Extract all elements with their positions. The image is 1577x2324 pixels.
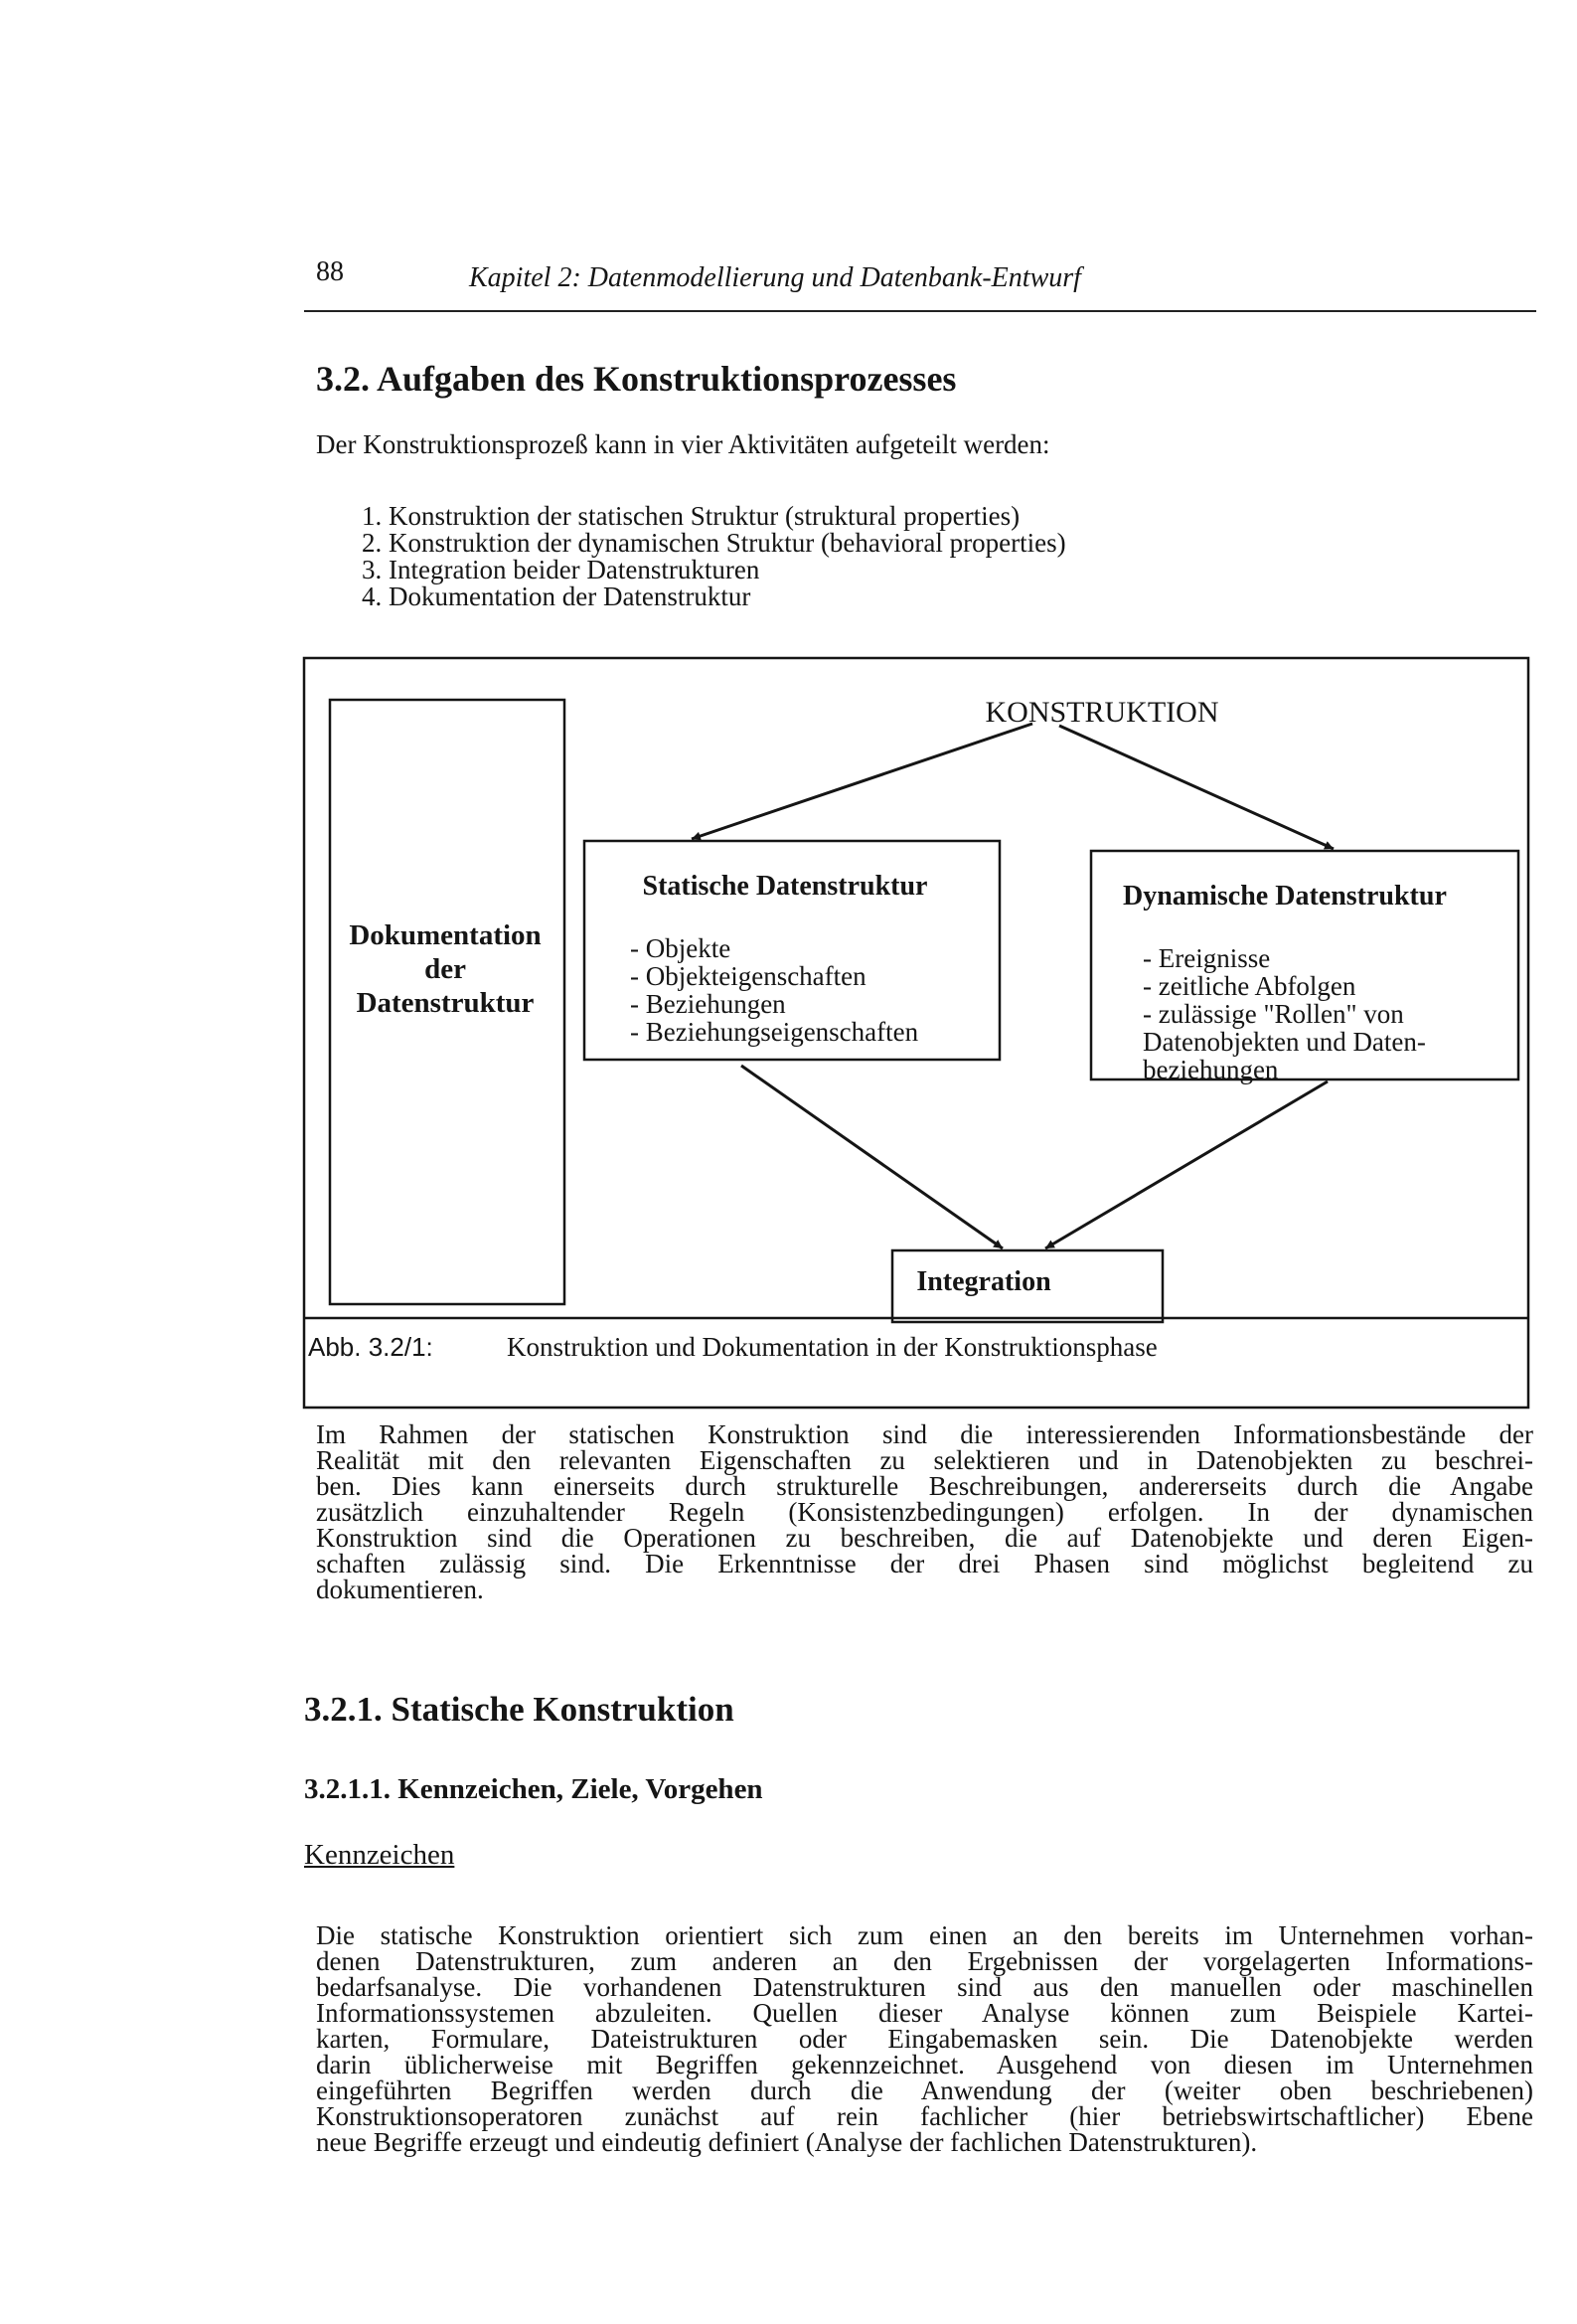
dynamic-item: beziehungen <box>1143 1055 1279 1084</box>
running-title: Kapitel 2: Datenmodellierung und Datenbank-Entwurf <box>469 262 1081 293</box>
paragraph-line: ben. Dies kann einerseits durch strukturelle Beschreibungen, andererseits durch die Angabe <box>316 1471 1533 1501</box>
header-rule <box>304 310 1536 312</box>
static-item: - Objekte <box>630 933 731 963</box>
kennzeichen-label: Kennzeichen <box>304 1839 455 1871</box>
dynamic-item: - zulässige "Rollen" von <box>1143 999 1404 1029</box>
paragraph-line: zusätzlich einzuhaltender Regeln (Konsistenzbedingungen) erfolgen. In der dynamischen <box>316 1497 1533 1527</box>
subsubsection-title: 3.2.1.1. Kennzeichen, Ziele, Vorgehen <box>304 1773 763 1805</box>
integration-label: Integration <box>916 1266 1051 1297</box>
paragraph-line: dokumentieren. <box>316 1575 484 1604</box>
paragraph-line: Informationssystemen abzuleiten. Quellen dieser Analyse können zum Beispiele Kartei- <box>316 1998 1533 2028</box>
activity-item: 4. Dokumentation der Datenstruktur <box>362 581 751 611</box>
dynamic-item: - Ereignisse <box>1143 943 1271 973</box>
page-number: 88 <box>316 256 344 287</box>
paragraph-line: Die statische Konstruktion orientiert sich zum einen an den bereits im Unternehmen vorhan- <box>316 1920 1533 1950</box>
paragraph-line: schaften zulässig sind. Die Erkenntnisse der drei Phasen sind möglichst begleitend zu <box>316 1549 1533 1578</box>
activity-list <box>362 503 1066 610</box>
construction-diagram <box>302 656 1530 1411</box>
arrow-to-dynamic <box>1059 726 1334 849</box>
figure-caption-label: Abb. 3.2/1: <box>308 1332 433 1362</box>
paragraph-line: neue Begriffe erzeugt und eindeutig definiert (Analyse der fachlichen Datenstrukturen). <box>316 2127 1258 2157</box>
section-intro: Der Konstruktionsprozeß kann in vier Aktivitäten aufgeteilt werden: <box>316 429 1050 459</box>
documentation-label <box>332 918 558 1020</box>
paragraph-line: eingeführten Begriffen werden durch die Anwendung der (weiter oben beschriebenen) <box>316 2075 1533 2105</box>
paragraph-line: Realität mit den relevanten Eigenschaften zu selektieren und in Datenobjekten zu beschrei- <box>316 1445 1533 1475</box>
arrow-static-to-integration <box>741 1066 1003 1248</box>
static-box-title: Statische Datenstruktur <box>642 871 928 902</box>
dynamic-item: - zeitliche Abfolgen <box>1143 971 1356 1001</box>
paragraph-line: bedarfsanalyse. Die vorhandenen Datenstrukturen sind aus den manuellen oder maschinellen <box>316 1972 1533 2002</box>
paragraph-line: Konstruktion sind die Operationen zu beschreiben, die auf Datenobjekte und deren Eigen- <box>316 1523 1533 1553</box>
static-item: - Beziehungen <box>630 989 786 1019</box>
paragraph-line: Konstruktionsoperatoren zunächst auf rein fachlicher (hier betriebswirtschaftlicher) Ebene <box>316 2101 1533 2131</box>
arrow-dynamic-to-integration <box>1045 1081 1328 1248</box>
dynamic-box-title: Dynamische Datenstruktur <box>1123 881 1447 912</box>
paragraph-line: karten, Formulare, Dateistrukturen oder Eingabemasken sein. Die Datenobjekte werden <box>316 2024 1533 2054</box>
dynamic-item: Datenobjekten und Daten- <box>1143 1027 1426 1057</box>
documentation-line: Datenstruktur <box>356 987 535 1019</box>
body-paragraph-1 <box>316 1421 1533 1602</box>
paragraph-line: darin üblicherweise mit Begriffen gekennzeichnet. Ausgehend von diesen im Unternehmen <box>316 2050 1533 2079</box>
body-paragraph-2 <box>316 1922 1533 2155</box>
documentation-line: der <box>424 953 466 985</box>
konstruktion-label: KONSTRUKTION <box>985 696 1219 729</box>
static-box-items <box>630 934 918 1046</box>
activity-item: 1. Konstruktion der statischen Struktur (struktural properties) <box>362 501 1021 531</box>
section-title: 3.2. Aufgaben des Konstruktionsprozesses <box>316 359 957 399</box>
documentation-line: Dokumentation <box>349 919 542 951</box>
subsection-title: 3.2.1. Statische Konstruktion <box>304 1690 734 1729</box>
paragraph-line: denen Datenstrukturen, zum anderen an den Ergebnissen der vorgelagerten Informations- <box>316 1946 1533 1976</box>
activity-item: 2. Konstruktion der dynamischen Struktur (behavioral properties) <box>362 528 1066 558</box>
figure-caption-text: Konstruktion und Dokumentation in der Konstruktionsphase <box>507 1332 1158 1362</box>
dynamic-box-items <box>1143 944 1426 1083</box>
static-item: - Objekteigenschaften <box>630 961 867 991</box>
paragraph-line: Im Rahmen der statischen Konstruktion sind die interessierenden Informationsbestände der <box>316 1419 1533 1449</box>
static-item: - Beziehungseigenschaften <box>630 1017 919 1047</box>
activity-item: 3. Integration beider Datenstrukturen <box>362 555 760 584</box>
arrow-to-static <box>692 724 1032 839</box>
